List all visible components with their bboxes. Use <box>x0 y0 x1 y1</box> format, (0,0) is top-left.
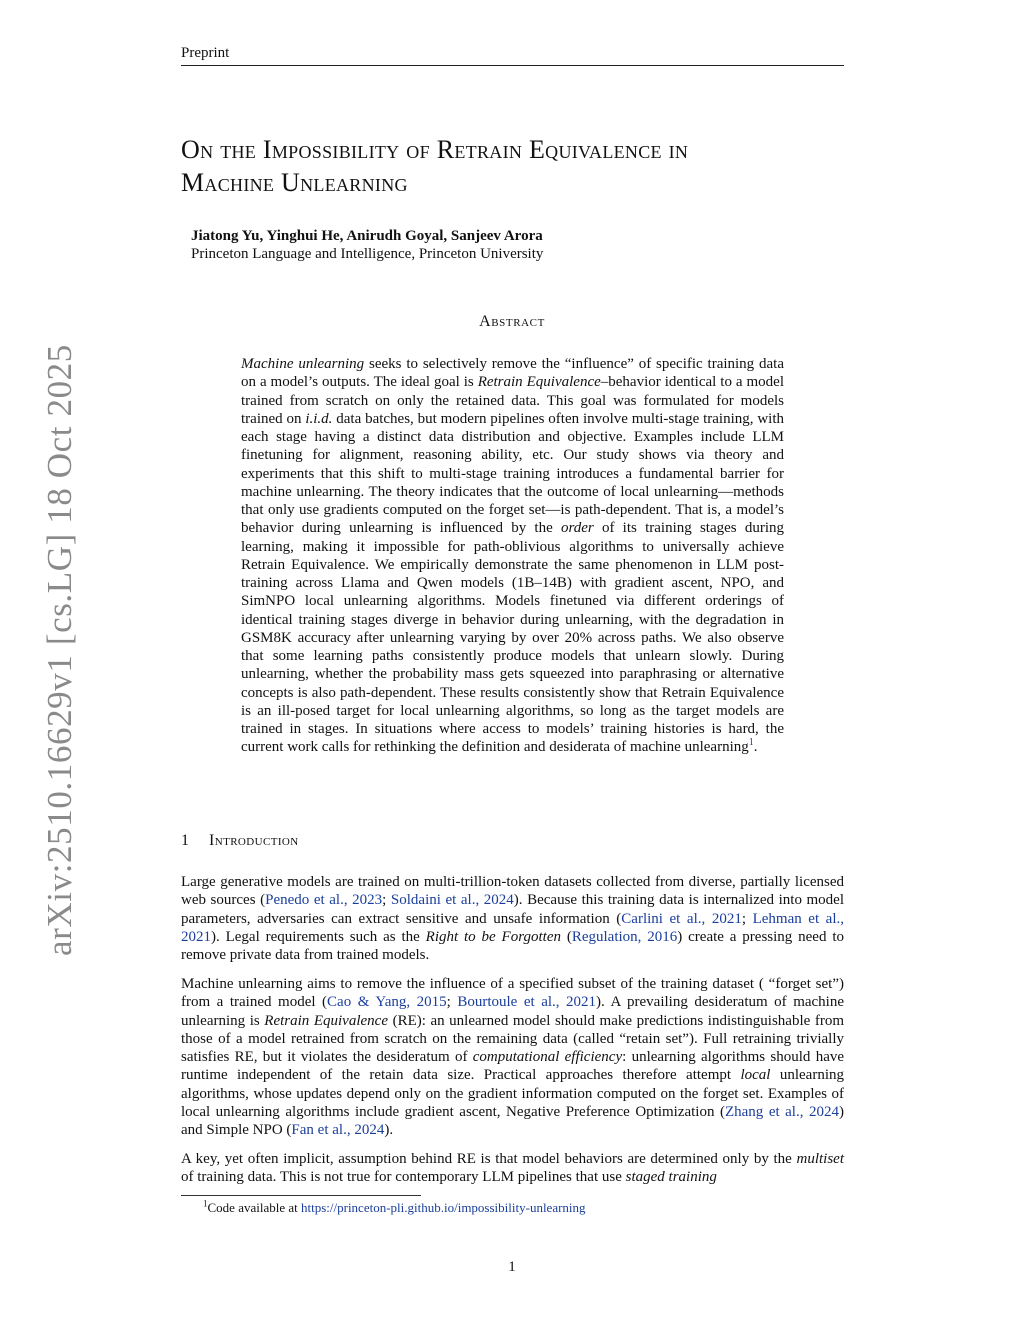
paragraph-text: ). Because this training data is internalized into model parameters, adversaries can extract sensitive and unsafe information ( <box>181 892 845 927</box>
title-word: Impossibility <box>262 135 400 164</box>
abstract-heading: Abstract <box>479 313 545 330</box>
paragraph-emphasis: local <box>740 1067 771 1084</box>
paragraph-emphasis: multiset <box>796 1151 844 1167</box>
paragraph-text: A key, yet often implicit, assumption behind RE is that model behaviors are determined only by the <box>181 1151 797 1167</box>
paragraph-text: ). <box>384 1122 394 1139</box>
title-word: Machine <box>181 168 275 197</box>
citation-link[interactable]: Regulation, 2016 <box>571 928 678 945</box>
paragraph-text: (RE): an unlearned model should make predictions indistinguishable from those of a model retrained from scratch on the remaining data (called “retain set”). Full retraining trivially satisfies RE, but it violates the desideratum of <box>181 1012 845 1066</box>
page-number: 1 <box>508 1259 516 1275</box>
paragraph-text: ). Legal requirements such as the <box>211 928 426 945</box>
citation-link[interactable]: Zhang et al., 2024 <box>724 1104 839 1121</box>
abstract-emphasis: order <box>560 520 594 537</box>
title-word: Retrain <box>436 135 523 164</box>
footnote-text: Code available at <box>207 1200 301 1215</box>
paragraph-text: ) and Simple NPO ( <box>181 1104 844 1139</box>
author-list: Jiatong Yu, Yinghui He, Anirudh Goyal, Sanjeev Arora <box>191 228 543 244</box>
title-word: in <box>668 135 689 164</box>
title-word: On <box>181 135 214 164</box>
footnote <box>203 1200 586 1216</box>
citation-link[interactable]: Fan et al., 2024 <box>291 1122 385 1139</box>
abstract-text: –behavior identical to a model trained from scratch on only the retained data. This goal was formulated for models trained on <box>241 374 784 427</box>
title-word: Unlearning <box>281 168 408 197</box>
title-word: the <box>220 135 257 164</box>
code-link[interactable]: https://princeton-pli.github.io/impossibility-unlearning <box>301 1200 586 1215</box>
footnote-marker[interactable]: 1 <box>748 737 754 749</box>
footnote-number: 1 <box>203 1198 208 1209</box>
intro-paragraph <box>181 1150 844 1187</box>
abstract-emphasis: Machine unlearning <box>241 356 365 372</box>
citation-link[interactable]: Cao & Yang, 2015 <box>327 994 447 1011</box>
paragraph-text: of training data. This is not true for contemporary LLM pipelines that use <box>181 1169 626 1186</box>
paragraph-text: Machine unlearning aims to remove the influence of a specified subset of the training dataset ( “forget set”) from a trained model ( <box>181 976 844 1011</box>
paragraph-emphasis: staged training <box>625 1169 717 1186</box>
intro-paragraph <box>181 975 844 1140</box>
paragraph-text: Large generative models are trained on multi-trillion-token datasets collected from diverse, partially licensed web sources ( <box>181 874 844 909</box>
abstract-text: seeks to selectively remove the “influence” of specific training data on a model’s outputs. The ideal goal is <box>241 356 785 391</box>
paragraph-emphasis: Right to be Forgotten <box>425 928 561 945</box>
footnote-rule <box>181 1195 421 1196</box>
abstract-body <box>241 355 784 757</box>
paper-title <box>181 133 861 199</box>
paragraph-text: ; <box>446 994 458 1011</box>
citation-link[interactable]: Carlini et al., 2021 <box>621 910 742 927</box>
paragraph-text: : unlearning algorithms should have runtime independent of the retain data size. Practical approaches therefore attempt <box>181 1049 845 1084</box>
citation-link[interactable]: Penedo et al., 2023 <box>265 892 383 909</box>
arxiv-watermark: arXiv:2510.16629v1 [cs.LG] 18 Oct 2025 <box>40 344 79 956</box>
intro-paragraph <box>181 873 844 964</box>
paragraph-emphasis: computational efficiency <box>472 1049 623 1066</box>
paragraph-text: unlearning algorithms, whose updates depend only on the gradient information computed on the forget set. Examples of local unlearning algorithms include gradient ascent, Negative Preference Optimization ( <box>181 1067 844 1121</box>
citation-link[interactable]: Soldaini et al., 2024 <box>390 892 514 909</box>
header-rule <box>181 65 844 66</box>
abstract-text: . <box>753 739 758 756</box>
citation-link[interactable]: Bourtoule et al., 2021 <box>457 994 597 1011</box>
abstract-emphasis: Retrain Equivalence <box>477 374 601 391</box>
affiliation: Princeton Language and Intelligence, Princeton University <box>191 246 544 262</box>
section-heading-introduction <box>181 832 299 850</box>
title-word: of <box>406 135 430 164</box>
paragraph-emphasis: Retrain Equivalence <box>264 1012 388 1029</box>
abstract-text: of its training stages during learning, making it impossible for path-oblivious algorithms to universally achieve Retrain Equivalence. We empirically demonstrate the same phenomenon in LLM post-training across Llama and Qwen models (1B–14B) with gradient ascent, NPO, and SimNPO local unlearning algorithms. Models finetuned via different orderings of identical training stages diverge in behavior during unlearning, with the degradation in GSM8K accuracy after unlearning varying by over 20% across paths. We also observe that some learning paths consistently produce models that unlearn slowly. During unlearning, whether the probability mass gets squeezed into paraphrasing or alternative concepts is also path-dependent. These results consistently show that Retrain Equivalence is an ill-posed target for local unlearning algorithms, so long as the target models are trained in stages. In situations where access to models’ training histories is hard, the current work calls for rethinking the definition and desiderata of machine unlearning <box>241 520 784 756</box>
paragraph-text: ; <box>382 892 391 909</box>
abstract-emphasis: i.i.d. <box>305 410 333 427</box>
title-word: Equivalence <box>528 135 662 164</box>
section-number: 1 <box>181 832 189 849</box>
abstract-text: data batches, but modern pipelines often involve multi-stage training, with each stage having a distinct data distribution and objective. Examples include LLM finetuning for alignment, reasoning ability, etc. Our study shows via theory and experiments that this shift to multi-stage training introduces a fundamental barrier for machine unlearning. The theory indicates that the outcome of local unlearning—methods that only use gradients computed on the forget set—is path-dependent. That is, a model’s behavior during unlearning is influenced by the <box>241 410 784 537</box>
section-title: Introduction <box>209 832 299 849</box>
paragraph-text: ). A prevailing desideratum of machine unlearning is <box>181 994 845 1029</box>
paragraph-text: ) create a pressing need to remove private data from trained models. <box>181 928 844 964</box>
paragraph-text: ( <box>560 928 572 945</box>
citation-link[interactable]: Lehman et al., 2021 <box>181 910 845 945</box>
paragraph-text: ; <box>741 910 753 927</box>
running-header: Preprint <box>181 45 230 61</box>
